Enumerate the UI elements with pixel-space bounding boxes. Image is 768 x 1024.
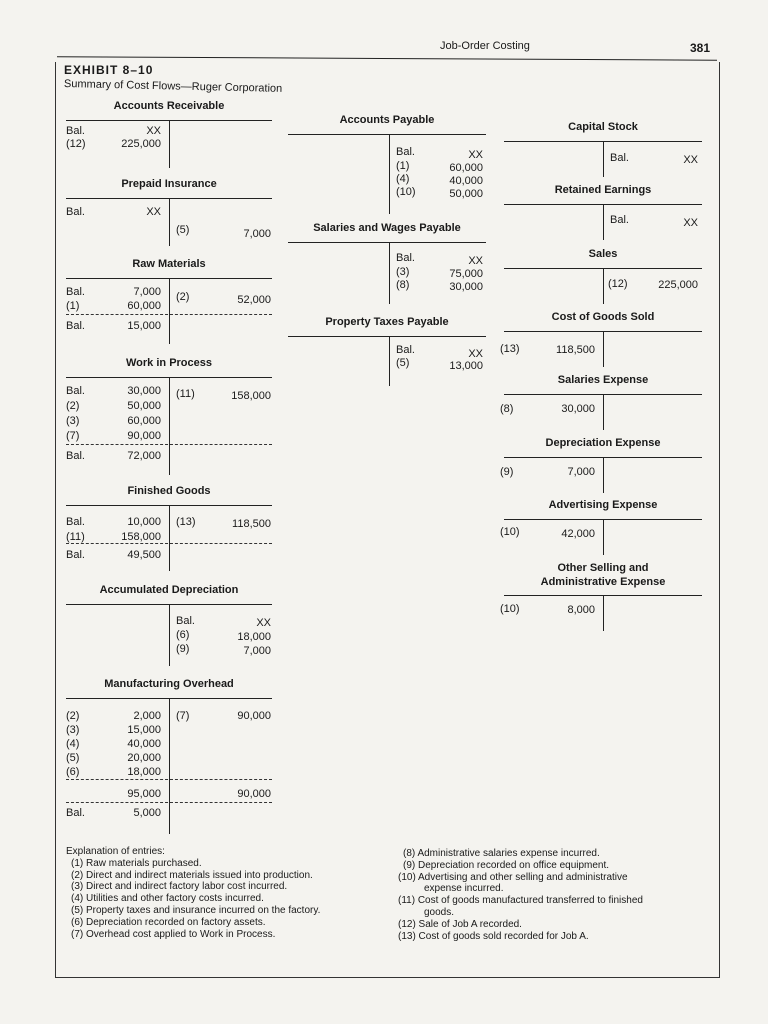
- credit-amount: 118,500: [232, 518, 271, 530]
- credit-ref: (2): [176, 291, 190, 303]
- debit-ref: Bal.: [66, 516, 85, 528]
- account-name: Salaries and Wages Payable: [313, 222, 461, 234]
- t-account-divider: [603, 204, 604, 240]
- debit-amount: 118,500: [556, 344, 595, 356]
- credit-amount: 158,000: [231, 390, 271, 402]
- t-account-raw-materials: [66, 258, 272, 344]
- credit-ref: (3): [396, 266, 410, 278]
- credit-ref: (7): [176, 710, 190, 722]
- exhibit-title: EXHIBIT 8–10: [64, 63, 154, 77]
- account-name: Work in Process: [126, 357, 212, 369]
- t-account-divider: [603, 457, 604, 493]
- t-account-divider: [169, 198, 170, 246]
- explanation-entry: (3) Direct and indirect factory labor cost incurred.: [71, 881, 288, 893]
- credit-ref: (10): [396, 186, 416, 198]
- debit-amount: 8,000: [567, 604, 595, 616]
- balance-amount: 49,500: [127, 549, 161, 561]
- t-account-rule: [288, 336, 486, 337]
- t-account-divider: [169, 377, 170, 475]
- credit-ref: (12): [608, 278, 628, 290]
- explanation-entry: (8) Administrative salaries expense incurred.: [403, 848, 600, 859]
- credit-ref: (11): [176, 388, 195, 400]
- t-account-other-selling-admin-expense: [500, 562, 702, 634]
- debit-ref: Bal.: [66, 385, 85, 397]
- credit-amount: 225,000: [658, 279, 698, 291]
- debit-ref: (9): [500, 466, 514, 478]
- debit-amount: 60,000: [127, 300, 161, 312]
- account-name: Advertising Expense: [548, 499, 658, 511]
- debit-ref: (13): [500, 343, 520, 355]
- debit-amount: 10,000: [127, 516, 161, 528]
- debit-ref: Bal.: [66, 286, 85, 298]
- explanation-entry: (10) Advertising and other selling and administrative: [398, 871, 628, 883]
- t-account-work-in-process: [66, 357, 272, 475]
- credit-amount: 30,000: [449, 281, 483, 293]
- balance-rule: [66, 802, 272, 803]
- t-account-divider: [169, 505, 170, 571]
- credit-amount: XX: [683, 217, 698, 229]
- debit-amount: 60,000: [127, 415, 161, 427]
- t-account-finished-goods: [66, 485, 272, 571]
- credit-amount: 50,000: [449, 188, 483, 200]
- debit-amount: 225,000: [121, 138, 161, 150]
- debit-ref: Bal.: [66, 125, 85, 137]
- t-account-retained-earnings: [504, 184, 702, 242]
- balance-amount: 15,000: [127, 320, 161, 332]
- t-account-divider: [603, 519, 604, 555]
- explanation-left: [66, 846, 320, 940]
- credit-amount: XX: [683, 154, 698, 166]
- balance-amount: 5,000: [133, 807, 161, 819]
- credit-ref: (8): [396, 279, 410, 291]
- t-account-accounts-payable: [288, 114, 486, 214]
- t-account-rule: [288, 242, 486, 243]
- total-rule: [66, 779, 272, 780]
- debit-ref: (2): [66, 400, 80, 412]
- t-account-prepaid-insurance: [66, 178, 272, 248]
- debit-amount: 50,000: [127, 400, 161, 412]
- t-account-accounts-receivable: [66, 100, 272, 170]
- debit-ref: (10): [500, 603, 520, 615]
- t-account-cost-of-goods-sold: [500, 311, 702, 369]
- debit-ref: (3): [66, 415, 80, 427]
- credit-ref: Bal.: [610, 152, 629, 164]
- t-account-divider: [169, 120, 170, 168]
- explanation-entry: (9) Depreciation recorded on office equipment.: [403, 859, 610, 871]
- debit-amount: 20,000: [127, 752, 161, 764]
- t-account-depreciation-expense: [500, 437, 702, 495]
- debit-ref: (7): [66, 430, 80, 442]
- account-name: Retained Earnings: [554, 184, 652, 196]
- balance-ref: Bal.: [66, 320, 85, 332]
- debit-total: 95,000: [127, 788, 161, 800]
- explanation-right: [398, 848, 643, 942]
- account-name: Capital Stock: [568, 121, 638, 133]
- credit-amount: XX: [468, 149, 483, 161]
- credit-amount: 7,000: [243, 645, 271, 657]
- debit-amount: 18,000: [127, 766, 161, 778]
- t-account-capital-stock: [504, 121, 702, 179]
- account-name: Raw Materials: [132, 258, 206, 270]
- credit-amount: XX: [468, 255, 483, 267]
- credit-amount: 18,000: [237, 631, 271, 643]
- account-name: Manufacturing Overhead: [104, 678, 234, 690]
- t-account-divider: [603, 141, 604, 177]
- t-account-accumulated-depreciation: [66, 584, 272, 670]
- credit-amount: 75,000: [449, 268, 483, 280]
- page-number: 381: [690, 41, 711, 55]
- credit-amount: 7,000: [243, 228, 271, 240]
- balance-ref: Bal.: [66, 807, 85, 819]
- t-account-divider: [603, 394, 604, 430]
- account-name: Salaries Expense: [557, 374, 649, 386]
- debit-amount: 15,000: [127, 724, 161, 736]
- credit-ref: (9): [176, 643, 190, 655]
- explanation-entry: (7) Overhead cost applied to Work in Process.: [71, 928, 276, 940]
- credit-amount: 13,000: [449, 360, 483, 372]
- t-account-advertising-expense: [500, 499, 702, 557]
- debit-amount: 90,000: [127, 430, 161, 442]
- t-account-divider: [389, 242, 390, 304]
- balance-rule: [66, 444, 272, 445]
- explanation-entry: (13) Cost of goods sold recorded for Job A.: [398, 930, 589, 942]
- debit-amount: 42,000: [561, 528, 595, 540]
- explanation-entry: (12) Sale of Job A recorded.: [398, 918, 522, 930]
- account-name: Finished Goods: [127, 485, 211, 497]
- balance-amount: 72,000: [127, 450, 161, 462]
- t-account-divider: [603, 595, 604, 631]
- explanation-entry: (1) Raw materials purchased.: [71, 857, 202, 869]
- account-name: Depreciation Expense: [545, 437, 661, 449]
- balance-rule: [66, 543, 272, 544]
- debit-ref: (12): [66, 138, 86, 150]
- t-account-manufacturing-overhead: [66, 678, 272, 834]
- credit-amount: XX: [256, 617, 271, 629]
- credit-ref: Bal.: [610, 214, 629, 226]
- account-name-line-2: Administrative Expense: [540, 576, 666, 588]
- credit-ref: (5): [396, 357, 410, 369]
- explanation-entry: expense incurred.: [424, 883, 504, 895]
- credit-ref: Bal.: [396, 252, 415, 264]
- explanation-entry: (2) Direct and indirect materials issued into production.: [71, 869, 313, 881]
- explanation-entry: goods.: [424, 906, 455, 918]
- credit-amount: 40,000: [449, 175, 483, 187]
- t-account-property-taxes-payable: [288, 316, 486, 388]
- credit-amount: 60,000: [449, 162, 483, 174]
- debit-amount: XX: [146, 125, 161, 137]
- debit-amount: 30,000: [561, 403, 595, 415]
- debit-ref: (3): [66, 724, 80, 736]
- debit-ref: (10): [500, 526, 520, 538]
- t-account-divider: [169, 604, 170, 666]
- debit-ref: (11): [66, 531, 85, 543]
- debit-ref: (4): [66, 738, 80, 750]
- account-name: Cost of Goods Sold: [551, 311, 655, 323]
- debit-amount: 158,000: [121, 531, 161, 543]
- t-account-sales: [504, 248, 702, 306]
- debit-ref: (2): [66, 710, 80, 722]
- credit-ref: (6): [176, 629, 190, 641]
- debit-amount: 7,000: [133, 286, 161, 298]
- exhibit-subtitle: Summary of Cost Flows—Ruger Corporation: [63, 78, 283, 95]
- credit-ref: Bal.: [396, 344, 415, 356]
- account-name: Accounts Payable: [339, 114, 435, 126]
- t-account-divider: [169, 698, 170, 834]
- balance-rule: [66, 314, 272, 315]
- t-account-divider: [603, 331, 604, 367]
- t-account-divider: [389, 336, 390, 386]
- debit-amount: 7,000: [567, 466, 595, 478]
- t-account-divider: [389, 134, 390, 214]
- explanation-entry: (4) Utilities and other factory costs incurred.: [71, 893, 264, 905]
- credit-ref: Bal.: [176, 615, 195, 627]
- running-head-title: Job-Order Costing: [440, 40, 530, 52]
- credit-ref: (5): [176, 224, 190, 236]
- credit-total: 90,000: [237, 788, 271, 800]
- t-account-divider: [603, 268, 604, 304]
- account-name: Property Taxes Payable: [325, 316, 449, 328]
- debit-ref: Bal.: [66, 206, 85, 218]
- credit-ref: Bal.: [396, 146, 415, 158]
- explanation-entry: (11) Cost of goods manufactured transferred to finished: [398, 895, 643, 907]
- t-account-salaries-expense: [500, 374, 702, 432]
- explanation-heading: Explanation of entries:: [66, 846, 165, 857]
- t-account-salaries-wages-payable: [288, 222, 486, 304]
- debit-amount: XX: [146, 206, 161, 218]
- t-account-rule: [288, 134, 486, 135]
- balance-ref: Bal.: [66, 450, 85, 462]
- debit-ref: (6): [66, 766, 80, 778]
- credit-ref: (1): [396, 160, 410, 172]
- account-name: Prepaid Insurance: [121, 178, 217, 190]
- debit-ref: (1): [66, 300, 80, 312]
- credit-ref: (4): [396, 173, 410, 185]
- header-rule: [57, 56, 717, 60]
- debit-ref: (8): [500, 403, 514, 415]
- debit-amount: 40,000: [127, 738, 161, 750]
- t-account-divider: [169, 278, 170, 344]
- account-name: Accumulated Depreciation: [99, 584, 239, 596]
- debit-amount: 30,000: [127, 385, 161, 397]
- credit-amount: XX: [468, 348, 483, 360]
- balance-ref: Bal.: [66, 549, 85, 561]
- account-name: Accounts Receivable: [113, 100, 225, 112]
- account-name: Sales: [588, 248, 618, 260]
- explanation-entry: (6) Depreciation recorded on factory assets.: [71, 916, 266, 928]
- credit-amount: 90,000: [237, 710, 271, 722]
- credit-amount: 52,000: [237, 294, 271, 306]
- account-name-line-1: Other Selling and: [557, 562, 649, 574]
- debit-amount: 2,000: [133, 710, 161, 722]
- debit-ref: (5): [66, 752, 80, 764]
- explanation-entry: (5) Property taxes and insurance incurred on the factory.: [71, 904, 321, 916]
- credit-ref: (13): [176, 516, 196, 528]
